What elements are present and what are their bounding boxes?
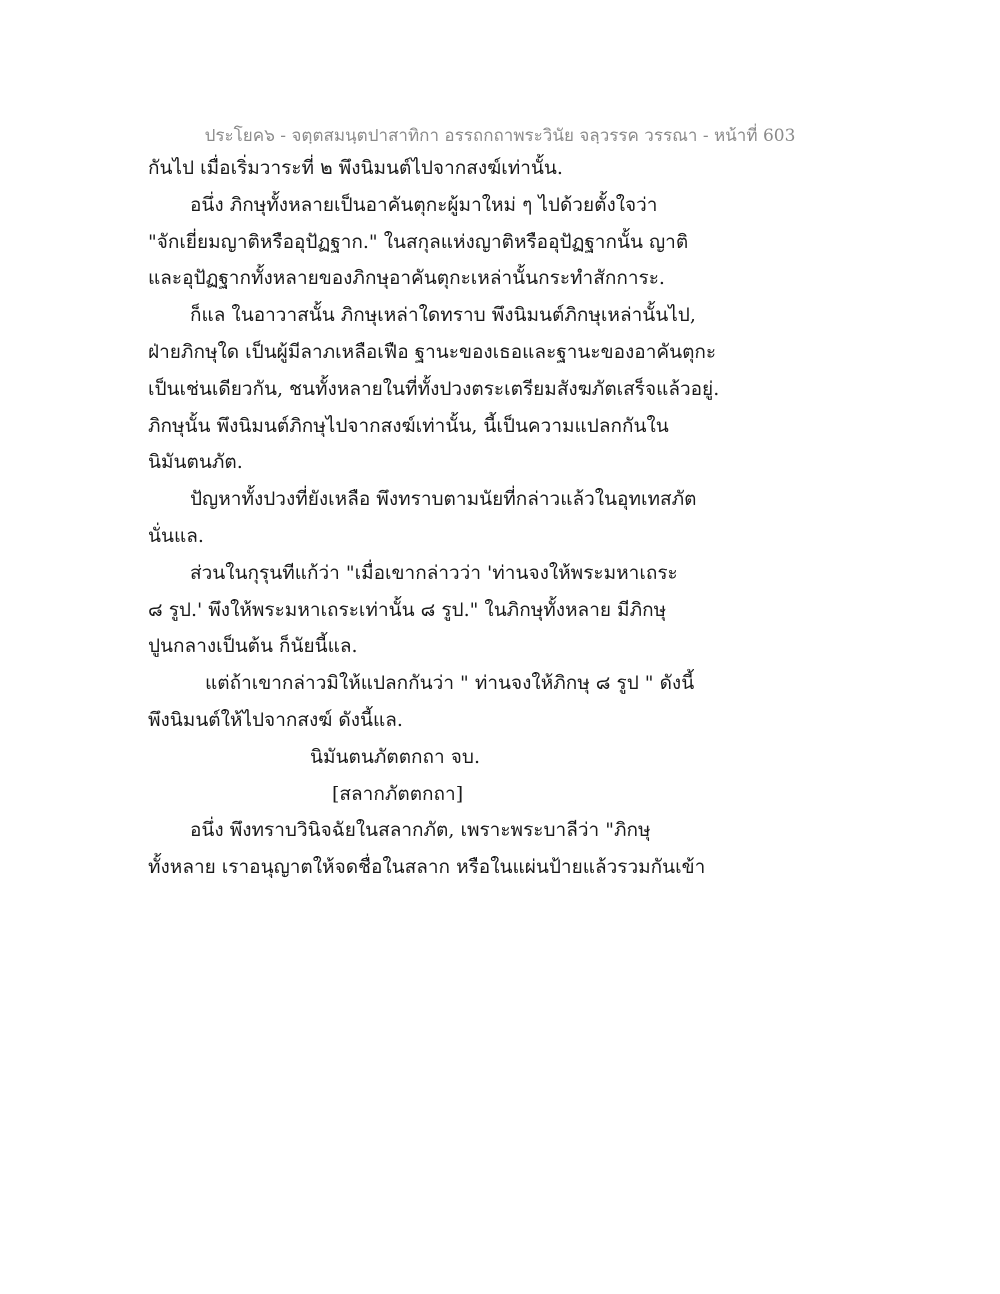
text-line: นั่นแล. (148, 524, 204, 547)
text-line: ปูนกลางเป็นต้น ก็นัยนี้แล. (148, 635, 358, 658)
text-line: ๘ รูป.' พึงให้พระมหาเถระเท่านั้น ๘ รูป." ในภิกษุทั้งหลาย มีภิกษุ (148, 598, 667, 621)
text-line: กันไป เมื่อเริ่มวาระที่ ๒ พึงนิมนต์ไปจากสงฆ์เท่านั้น. (148, 157, 563, 179)
section-end-title: นิมันตนภัตตกถา จบ. (310, 745, 480, 768)
text-line: พึงนิมนต์ให้ไปจากสงฆ์ ดังนี้แล. (148, 708, 403, 731)
text-line: ทั้งหลาย เราอนุญาตให้จดชื่อในสลาก หรือในแผ่นป้ายแล้วรวมกันเข้า (148, 856, 706, 879)
page-body (148, 150, 768, 886)
text-line: ปัญหาทั้งปวงที่ยังเหลือ พึงทราบตามนัยที่กล่าวแล้วในอุทเทสภัต (190, 488, 697, 511)
text-line: อนึ่ง พึงทราบวินิจฉัยในสลากภัต, เพราะพระบาลีว่า "ภิกษุ (190, 819, 651, 842)
text-line: เป็นเช่นเดียวกัน, ชนทั้งหลายในที่ทั้งปวงตระเตรียมสังฆภัตเสร็จแล้วอยู่. (148, 377, 720, 400)
running-header: ประโยค๖ - จตฺตสมนฺตปาสาทิกา อรรถกถาพระวินัย จลฺวรรค วรรณา - หน้าที่ 603 (204, 126, 796, 146)
text-line: ภิกษุนั้น พึงนิมนต์ภิกษุไปจากสงฆ์เท่านั้น, นี้เป็นความแปลกกันใน (148, 414, 669, 437)
text-line: ส่วนในกุรุนทีแก้ว่า "เมื่อเขากล่าวว่า 'ท่านจงให้พระมหาเถระ (190, 561, 678, 584)
text-line: "จักเยี่ยมญาติหรืออุปัฏฐาก." ในสกุลแห่งญาติหรืออุปัฏฐากนั้น ญาติ (148, 230, 689, 253)
text-line: แต่ถ้าเขากล่าวมิให้แปลกกันว่า " ท่านจงให้ภิกษุ ๘ รูป " ดังนี้ (205, 672, 695, 695)
text-line: ก็แล ในอาวาสนั้น ภิกษุเหล่าใดทราบ พึงนิมนต์ภิกษุเหล่านั้นไป, (190, 304, 696, 327)
text-line: ฝ่ายภิกษุใด เป็นผู้มีลาภเหลือเฟือ ฐานะของเธอและฐานะของอาคันตุกะ (148, 340, 717, 363)
text-line: อนึ่ง ภิกษุทั้งหลายเป็นอาคันตุกะผู้มาใหม่ ๆ ไปด้วยตั้งใจว่า (190, 193, 658, 216)
section-heading: [สลากภัตตกถา] (332, 782, 464, 805)
text-line: และอุปัฏฐากทั้งหลายของภิกษุอาคันตุกะเหล่านั้นกระทำสักการะ. (148, 267, 665, 290)
text-line: นิมันตนภัต. (148, 451, 243, 474)
